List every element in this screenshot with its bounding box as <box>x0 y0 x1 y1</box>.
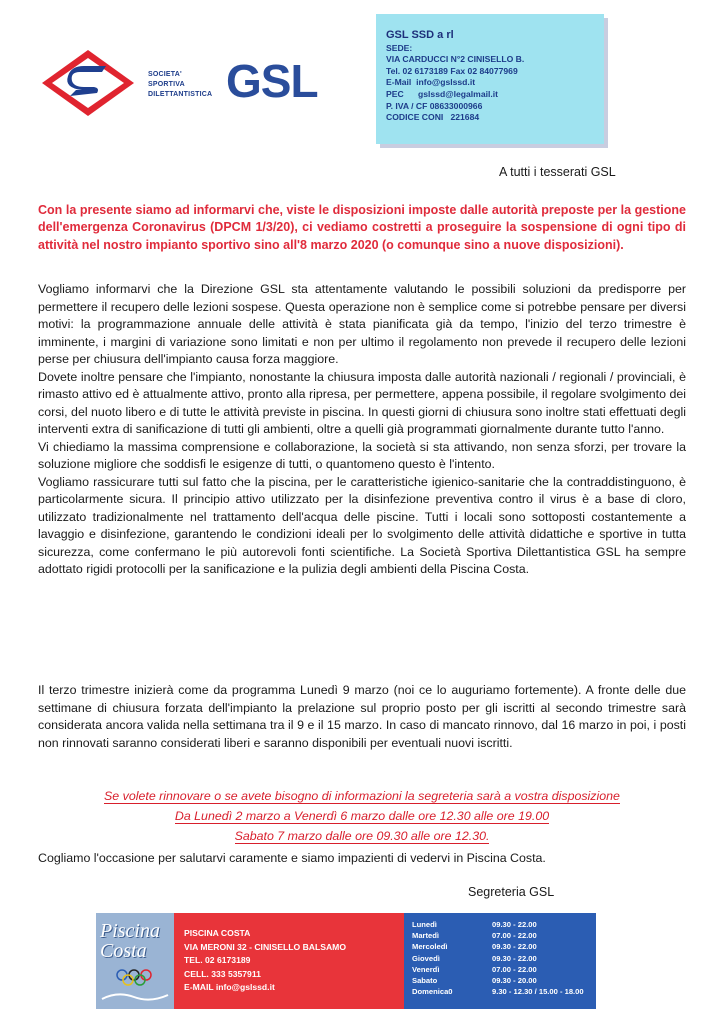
recipient-line: A tutti i tesserati GSL <box>499 165 616 179</box>
body-paragraph: Vogliamo rassicurare tutti sul fatto che la piscina, per le caratteristiche igienico-sanitarie che la contraddistinguono, è particolarmente sicura. Il principio attivo utilizzato per la disinfezione preventiva contro il virus è a base di cloro, utilizzato tradizionalmente nel trattamento dell'acqua delle piscine. Tutti i locali sono sottoposti costantemente a lavaggio e disinfezione, garantendo le condizioni ideali per lo svolgimento delle attività didattiche e sportive in tutta sicurezza, come confermano le più autorevoli fonti scientifiche. La Società Sportiva Dilettantistica GSL ha sempre adottato rigidi protocolli per la sanificazione e la pulizia degli ambienti della Piscina Costa. <box>38 474 686 576</box>
hours-row <box>412 919 590 930</box>
body-paragraph: Il terzo trimestre inizierà come da programma Lunedì 9 marzo (noi ce lo auguriamo fortemente). A fronte delle due settimane di chiusura forzata dell'impianto la prelazione sul proprio posto per gli iscritti al secondo trimestre sarà considerata ancora valida nella settimana tra il 9 e il 15 marzo. In caso di mancato rinnovo, dal 16 marzo in poi, i posti non rinnovati saranno considerati liberi e saranno disponibili per eventuali nuovi iscritti. <box>38 683 686 750</box>
hours-row <box>412 975 590 986</box>
hours-day: Lunedì <box>412 920 437 929</box>
footer-line: PISCINA COSTA <box>184 928 251 938</box>
footer-line: CELL. 333 5357911 <box>184 968 261 979</box>
trimester-paragraph <box>38 682 686 752</box>
notice-line: Sabato 7 marzo dalle ore 09.30 alle ore 12.30. <box>234 829 490 843</box>
hours-time: 09.30 - 22.00 <box>492 953 537 963</box>
contact-line: E-Mail info@gslssd.it <box>386 77 476 88</box>
logo-brand: GSL <box>226 55 318 107</box>
footer-banner <box>96 913 596 1009</box>
footer-contact <box>174 913 404 1009</box>
hours-day: Domenica0 <box>412 987 453 997</box>
contact-box <box>376 14 604 144</box>
hours-day: Mercoledì <box>412 942 448 952</box>
contact-line: VIA CARDUCCI N°2 CINISELLO B. <box>386 54 525 65</box>
hours-time: 9.30 - 12.30 / 15.00 - 18.00 <box>492 987 584 997</box>
body-paragraph: Dovete inoltre pensare che l'impianto, nonostante la chiusura imposta dalle autorità nazionali / regionali / provinciali, è rimasto attivo ed è attualmente attivo, pronto alla ripresa, per permettere, appena possibile, il regolare svolgimento dei corsi, del nuoto libero e di tutte le attività previste in piscina. In questi giorni di chiusura sono inoltre stati effettuati degli interventi extra di sanificazione di tutti gli ambienti, oltre a quelli già programmati giornalmente durante tutto l'anno. <box>38 369 686 436</box>
olympic-rings-icon <box>96 913 174 1009</box>
hours-time: 09.30 - 20.00 <box>492 976 537 986</box>
footer-line: TEL. 02 6173189 <box>184 955 251 965</box>
logo-subtitle <box>148 70 212 100</box>
notice-line: Se volete rinnovare o se avete bisogno di informazioni la segreteria sarà a vostra disposizione <box>104 789 620 803</box>
footer-line: VIA MERONI 32 - CINISELLO BALSAMO <box>184 941 347 952</box>
contact-line: SEDE: <box>386 42 413 53</box>
hours-row <box>412 964 590 975</box>
pool-image <box>96 913 174 1009</box>
body-paragraph: Vi chiediamo la massima comprensione e collaborazione, la società si sta attivando, non senza sforzi, per trovare la soluzione migliore che soddisfi le esigenze di tutti, o quantomeno questo è l'intento. <box>38 439 686 471</box>
hours-row <box>412 941 590 952</box>
hours-time: 09.30 - 22.00 <box>492 942 537 952</box>
body-paragraph: Vogliamo informarvi che la Direzione GSL sta attentamente valutando le possibili soluzioni da predisporre per permettere il recupero delle lezioni sospese. Questa operazione non è semplice come si potrebbe pensare per diversi motivi: la programmazione annuale delle attività è stata pianificata già da tempo, l'inizio del terzo trimestre è imminente, i margini di variazione sono limitati e non per ultimo il regolamento non prevede il recupero delle lezioni perse per chiusura dell'impianto causa forza maggiore. <box>38 282 686 366</box>
hours-day: Giovedì <box>412 953 440 963</box>
hours-time: 07.00 - 22.00 <box>492 964 537 974</box>
hours-row <box>412 953 590 964</box>
footer-line: E-MAIL info@gslssd.it <box>184 982 275 992</box>
signature: Segreteria GSL <box>468 885 555 899</box>
opening-hours <box>404 913 596 1009</box>
contact-line: Tel. 02 6173189 Fax 02 84077969 <box>386 65 518 76</box>
hours-day: Sabato <box>412 976 438 986</box>
hours-time: 07.00 - 22.00 <box>492 931 537 941</box>
body-paragraphs <box>38 281 686 579</box>
logo-subtitle-line: DILETTANTISTICA <box>148 91 213 98</box>
office-hours-notice <box>38 786 686 846</box>
contact-details <box>386 30 524 124</box>
pool-image-title: Piscina Costa <box>100 920 160 962</box>
hours-row <box>412 930 590 941</box>
contact-line: P. IVA / CF 08633000966 <box>386 100 483 111</box>
greeting: Cogliamo l'occasione per salutarvi caramente e siamo impazienti di vedervi in Piscina Costa. <box>38 851 546 865</box>
hours-row <box>412 986 590 997</box>
contact-line: CODICE CONI 221684 <box>386 112 480 123</box>
contact-line: PEC gslssd@legalmail.it <box>386 88 499 99</box>
logo-subtitle-line: SPORTIVA <box>148 81 185 88</box>
lead-paragraph: Con la presente siamo ad informarvi che, viste le disposizioni imposte dalle autorità preposte per la gestione dell'emergenza Coronavirus (DPCM 1/3/20), ci vediamo costretti a proseguire la sospensione di ogni tipo di attività nel nostro impianto sportivo sino all'8 marzo 2020 (o comunque sino a nuove disposizioni). <box>38 203 686 252</box>
hours-time: 09.30 - 22.00 <box>492 920 537 929</box>
contact-title: GSL SSD a rl <box>386 29 454 41</box>
hours-day: Martedì <box>412 931 440 941</box>
logo-subtitle-line: SOCIETA' <box>148 71 182 78</box>
hours-day: Venerdì <box>412 964 440 974</box>
gsl-emblem-icon <box>40 48 136 118</box>
notice-line: Da Lunedì 2 marzo a Venerdì 6 marzo dalle ore 12.30 alle ore 19.00 <box>174 809 550 823</box>
gsl-logo <box>40 40 330 130</box>
